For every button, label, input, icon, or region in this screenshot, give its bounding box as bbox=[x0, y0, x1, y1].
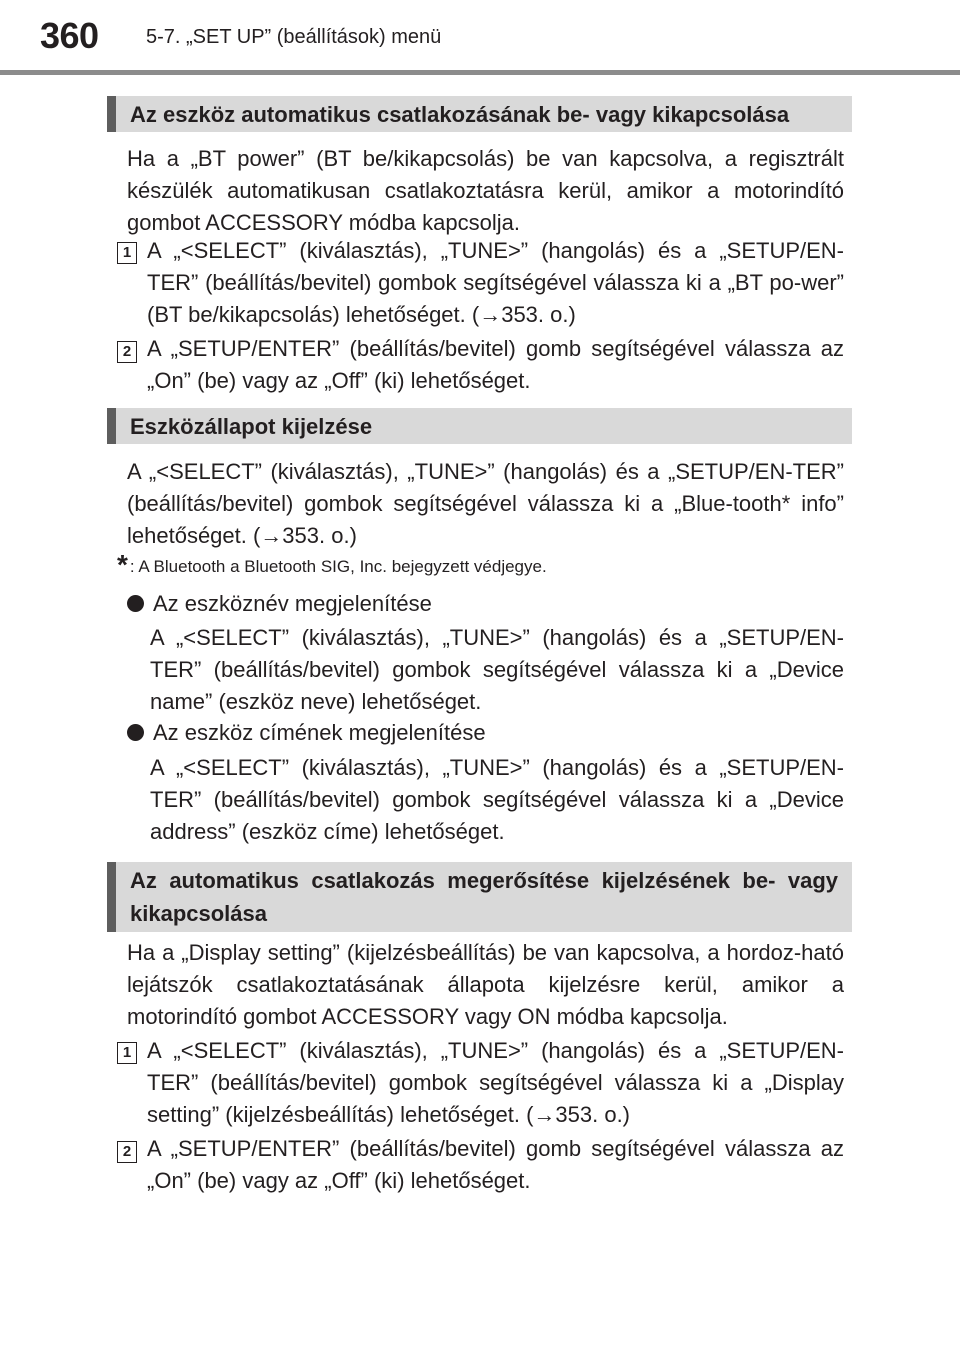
bullet-item bbox=[127, 717, 844, 749]
header-divider bbox=[0, 70, 960, 75]
step-text: A „SETUP/ENTER” (beállítás/bevitel) gomb segítségével válassza az „On” (be) vagy az „Off” (ki) lehetőséget. bbox=[147, 1136, 844, 1193]
bullet-item bbox=[127, 588, 844, 620]
bullet-icon bbox=[127, 724, 144, 741]
section-heading-text: Az automatikus csatlakozás megerősítése kijelzésének be- vagy kikapcsolása bbox=[130, 868, 838, 926]
footnote-text: : A Bluetooth a Bluetooth SIG, Inc. bejegyzett védjegye. bbox=[129, 557, 547, 576]
step-number-badge: 2 bbox=[117, 341, 137, 363]
section-heading-text: Eszközállapot kijelzése bbox=[130, 413, 373, 439]
step-number-badge: 2 bbox=[117, 1141, 137, 1163]
section-heading-device-status bbox=[107, 408, 852, 444]
section-heading-confirm-display bbox=[107, 862, 852, 932]
bullet-title: Az eszköznév megjelenítése bbox=[153, 591, 432, 616]
section-intro: Ha a „Display setting” (kijelzésbeállítás) be van kapcsolva, a hordoz-ható lejátszók csatlakoztatásának állapota kijelzésre kerül, amikor a motorindító gombot ACCESSORY vagy ON módba kapcsolja. bbox=[127, 940, 844, 1029]
section-heading-text: Az eszköz automatikus csatlakozásának be- vagy kikapcsolása bbox=[130, 101, 790, 127]
step-text: A „<SELECT” (kiválasztás), „TUNE>” (hangolás) és a „SETUP/EN-TER” (beállítás/bevitel) gombok segítségével válassza ki a „BT po-wer” (BT be/kikapcsolás) lehetőséget. (→353. o.) bbox=[147, 238, 844, 327]
step-number-badge: 1 bbox=[117, 242, 137, 264]
bullet-icon bbox=[127, 595, 144, 612]
footnote bbox=[117, 549, 547, 580]
bullet-title: Az eszköz címének megjelenítése bbox=[153, 720, 486, 745]
bullet-text: A „<SELECT” (kiválasztás), „TUNE>” (hangolás) és a „SETUP/EN-TER” (beállítás/bevitel) gombok segítségével válassza ki a „Device address” (eszköz címe) lehetőséget. bbox=[150, 755, 844, 844]
step-text: A „<SELECT” (kiválasztás), „TUNE>” (hangolás) és a „SETUP/EN-TER” (beállítás/bevitel) gombok segítségével válassza ki a „Display setting” (kijelzésbeállítás) lehetőséget. (→353. o.) bbox=[147, 1038, 844, 1127]
section-intro: A „<SELECT” (kiválasztás), „TUNE>” (hangolás) és a „SETUP/EN-TER” (beállítás/bevitel) gombok segítségével válassza ki a „Blue-tooth* info” lehetőséget. (→353. o.) bbox=[127, 459, 844, 548]
chapter-title: 5-7. „SET UP” (beállítások) menü bbox=[146, 26, 442, 48]
page-number: 360 bbox=[40, 15, 99, 56]
section-intro: Ha a „BT power” (BT be/kikapcsolás) be van kapcsolva, a regisztrált készülék automatikusan csatlakoztatásra kerül, amikor a motorindító gombot ACCESSORY módba kapcsolja. bbox=[127, 146, 844, 235]
footnote-mark: * bbox=[117, 549, 128, 580]
step-text: A „SETUP/ENTER” (beállítás/bevitel) gomb segítségével válassza az „On” (be) vagy az „Off” (ki) lehetőséget. bbox=[147, 336, 844, 393]
section-heading-auto-connect bbox=[107, 96, 852, 132]
step-number-badge: 1 bbox=[117, 1042, 137, 1064]
bullet-text: A „<SELECT” (kiválasztás), „TUNE>” (hangolás) és a „SETUP/EN-TER” (beállítás/bevitel) gombok segítségével válassza ki a „Device name” (eszköz neve) lehetőséget. bbox=[150, 625, 844, 714]
